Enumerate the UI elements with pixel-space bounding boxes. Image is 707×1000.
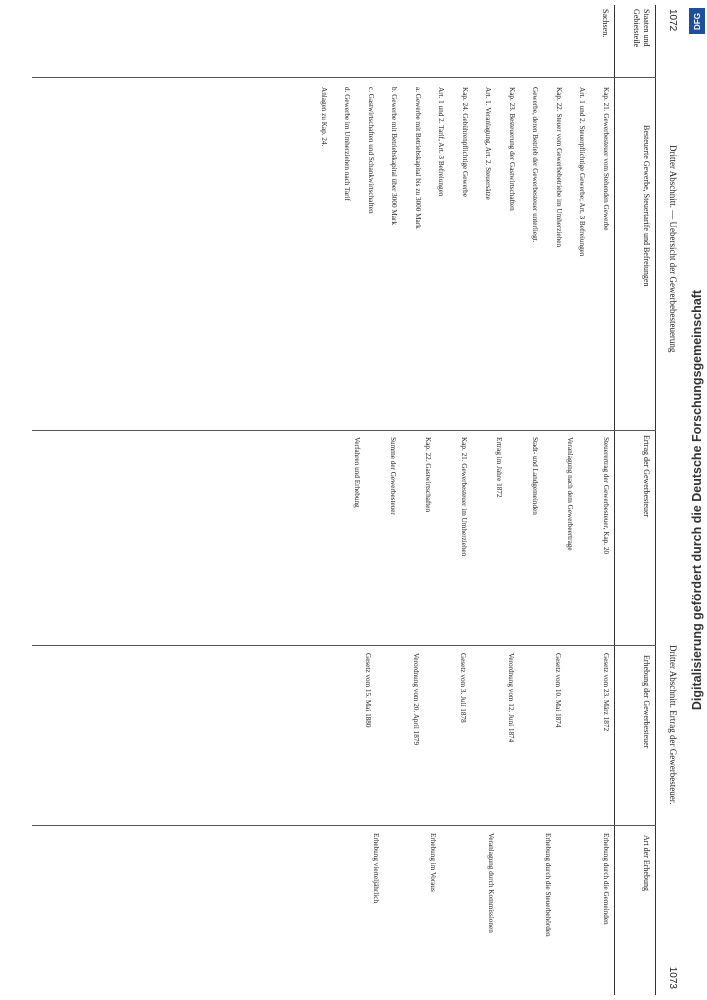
text-line: Steuerertrag der Gewerbesteuer, Kap. 20 — [601, 437, 610, 555]
text-line: Erhebung im Voraus — [429, 833, 437, 892]
col-header-yield: Ertrag der Gewerbesteuer — [641, 435, 651, 518]
page-number-right: 1073 — [666, 966, 678, 989]
col-header-type: Art der Erhebung — [641, 835, 651, 891]
text-line: Erhebung durch die Gemeinden — [601, 833, 610, 925]
row-label: Sachsen. — [600, 9, 610, 38]
text-line: Gesetz vom 23. März 1872 — [601, 653, 610, 732]
dfg-logo: DFG — [689, 8, 705, 34]
text-line: Gesetz vom 3. Juli 1878 — [459, 653, 467, 723]
text-line: a. Gewerbe mit Betriebskapital bis zu 3000 Mark — [413, 87, 422, 229]
text-line: Verordnung vom 12. Juni 1874 — [506, 653, 515, 743]
column-headers — [614, 5, 656, 995]
column-levy — [325, 653, 610, 819]
banner-text: Digitalisierung gefördert durch die Deutsche Forschungsgemeinschaft — [690, 289, 704, 711]
text-line: d. Gewerbe im Umherziehen nach Tarif — [343, 87, 351, 201]
text-line: Erhebung durch die Steuerbehörden — [544, 833, 552, 937]
text-line: Verordnung vom 20. April 1879 — [411, 653, 420, 746]
text-line: b. Gewerbe mit Betriebskapital über 3000 Mark — [390, 87, 398, 225]
column-type — [322, 833, 610, 983]
table-body — [24, 5, 610, 995]
column-yield — [326, 437, 610, 637]
text-line: Art. 1. Veranlagung, Art. 2. Steuersätze — [484, 87, 492, 200]
text-line: Veranlagung nach dem Gewerbeertrage — [566, 437, 574, 551]
column-trades — [304, 87, 610, 423]
text-line: c. Gastwirtschaften und Schankwirtschaften — [366, 87, 375, 214]
text-line: Art. 1 und 2. Steuerpflichtige Gewerbe; Art. 3 Befreiungen — [578, 87, 586, 257]
col-header-states: Staaten und Gebietsteile — [631, 9, 651, 48]
text-line: Stadt- und Landgemeinden — [530, 437, 539, 515]
text-line: Kap. 23. Besteuerung der Gastwirtschaften — [507, 87, 516, 211]
dfg-banner — [687, 0, 707, 1000]
text-line: Ertrag im Jahre 1872 — [495, 437, 503, 498]
text-line: Kap. 24. Gebührenpflichtige Gewerbe — [460, 87, 469, 197]
text-line: Kap. 21. Gewerbesteuer im Umherziehen — [459, 437, 468, 557]
col-header-trades: Besteuerte Gewerbe, Steuertarife und Befreiungen — [641, 125, 651, 287]
text-line: Verfahren und Erhebung — [353, 437, 361, 508]
text-line: Kap. 21. Gewerbesteuer vom Stehenden Gewerbe — [601, 87, 610, 231]
col-header-levy: Erhebung der Gewerbesteuer — [641, 655, 651, 749]
running-head-right: Dritter Abschnitt. Ertrag der Gewerbesteuer. — [667, 645, 678, 805]
running-head-left: Dritter Abschnitt. — Uebersicht der Gewerbebesteuerung — [667, 145, 678, 353]
page-number-left: 1072 — [666, 9, 678, 32]
text-line: Gewerbe, deren Betrieb der Gewerbesteuer unterliegt. — [531, 87, 539, 243]
rotated-content — [24, 5, 684, 995]
text-line: Kap. 22. Steuer vom Gewerbebetriebe im Umherziehen — [554, 87, 563, 248]
text-line: Gesetz vom 10. Mai 1874 — [554, 653, 562, 728]
text-line: Kap. 22. Gastwirtschaften — [424, 437, 432, 513]
text-line: Veranlagung durch Kommissionen — [486, 833, 495, 933]
text-line: Anlagen zu Kap. 24. — [319, 87, 328, 147]
text-line: Gesetz vom 15. Mai 1880 — [364, 653, 372, 728]
text-line: Summe der Gewerbesteuer — [388, 437, 397, 515]
text-line: Art. 1 und 2. Tarif, Art. 3 Befreiungen — [437, 87, 445, 197]
text-line: Erhebung vierteljährlich — [371, 833, 380, 904]
